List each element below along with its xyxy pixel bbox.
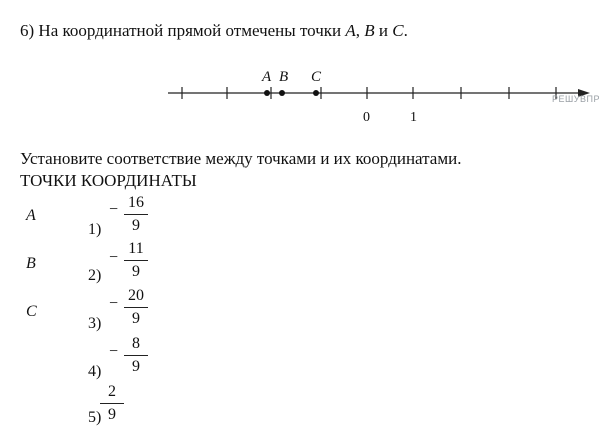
option-sign: − (109, 343, 119, 360)
option-fraction (124, 336, 148, 375)
point-row-b: B (26, 255, 36, 272)
tick-label-zero: 0 (363, 110, 370, 125)
option-label: 4) (88, 363, 102, 380)
table-headers: ТОЧКИ КООРДИНАТЫ (20, 171, 197, 190)
fraction-denominator: 9 (132, 263, 140, 281)
task-comma: , (355, 21, 365, 40)
task-point-c: C (392, 21, 404, 40)
fraction-bar (124, 307, 148, 308)
option-fraction (124, 195, 148, 234)
option-sign: − (109, 295, 119, 312)
fraction-denominator: 9 (108, 406, 116, 424)
task-end: . (403, 21, 408, 40)
option-fraction (124, 288, 148, 327)
tick-label-one: 1 (410, 110, 417, 125)
fraction-numerator: 8 (132, 335, 140, 352)
option-fraction (124, 241, 148, 280)
point-c-dot (313, 90, 319, 96)
task-conj: и (374, 21, 393, 40)
point-b-dot (279, 90, 285, 96)
option-sign: − (109, 249, 119, 266)
task-prefix: 6) На координатной прямой отмечены точки (20, 21, 346, 40)
fraction-denominator: 9 (132, 217, 140, 235)
point-row-c: C (26, 303, 37, 320)
fraction-numerator: 11 (128, 240, 144, 257)
task-point-a: A (345, 21, 356, 40)
point-a-label: A (262, 69, 272, 85)
fraction-bar (100, 403, 124, 404)
point-b-label: B (279, 69, 289, 85)
option-label: 1) (88, 221, 102, 238)
fraction-bar (124, 214, 148, 215)
point-c-label: C (311, 69, 322, 85)
fraction-bar (124, 355, 148, 356)
fraction-numerator: 16 (128, 194, 144, 211)
watermark: РЕШУВПР (552, 94, 600, 104)
fraction-denominator: 9 (132, 358, 140, 376)
point-a-dot (264, 90, 270, 96)
fraction-bar (124, 260, 148, 261)
option-label: 2) (88, 267, 102, 284)
task-point-b: B (364, 21, 375, 40)
instruction: Установите соответствие между точками и их координатами. (20, 149, 462, 168)
option-label: 3) (88, 315, 102, 332)
point-row-a: A (26, 207, 36, 224)
fraction-numerator: 2 (108, 383, 116, 400)
fraction-numerator: 20 (128, 287, 144, 304)
option-label: 5) (88, 409, 102, 426)
option-fraction (100, 384, 124, 423)
fraction-denominator: 9 (132, 310, 140, 328)
option-sign: − (109, 201, 119, 218)
